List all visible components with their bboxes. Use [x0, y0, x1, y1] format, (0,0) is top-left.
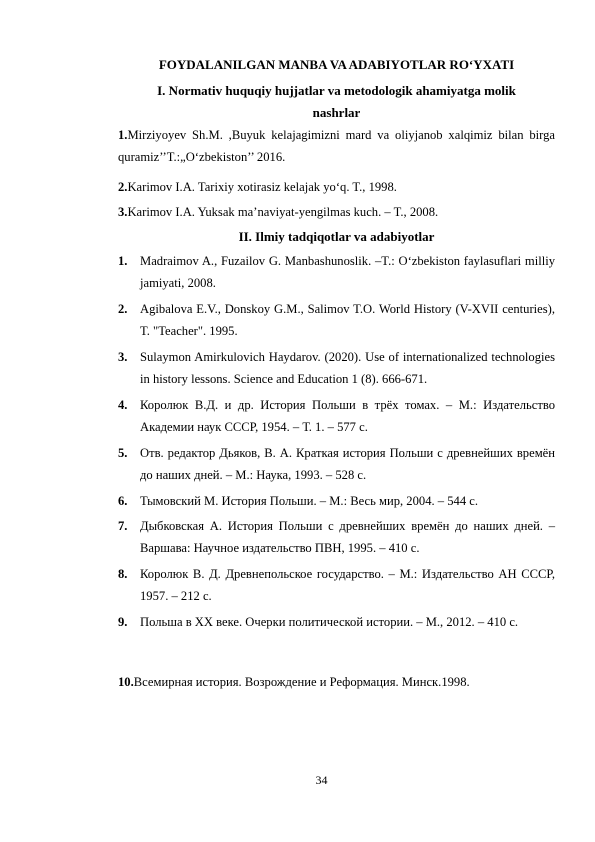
reference-item [118, 346, 555, 390]
reference-number: 1. [118, 254, 128, 268]
reference-item [118, 563, 555, 607]
reference-number: 3. [118, 205, 128, 219]
reference-text: Karimov I.A. Tarixiy xotirasiz kelajak yo‘q. T., 1998. [127, 180, 397, 194]
reference-text: Отв. редактор Дьяков, В. А. Краткая история Польши с древнейших времён до наших дней. – М.: Наука, 1993. – 528 с. [140, 446, 555, 482]
reference-text: Mirziyoyev Sh.M. ,Buyuk kelajagimizni mard va oliyjanob xalqimiz bilan birga quramiz’’T.:„O‘zbekiston’’ 2016. [118, 128, 555, 164]
page-number: 34 [315, 773, 328, 787]
reference-number: 2. [118, 180, 128, 194]
reference-number: 9. [118, 615, 128, 629]
reference-item [118, 298, 555, 342]
reference-item [118, 442, 555, 486]
reference-number: 6. [118, 494, 128, 508]
reference-text: Дыбковская А. История Польши с древнейших времён до наших дней. – Варшава: Научное издательство ПВН, 1995. – 410 с. [140, 519, 555, 555]
reference-text: Madraimov A., Fuzailov G. Manbashunoslik. –T.: O‘zbekiston faylasuflari milliy jamiyati, 2008. [140, 254, 555, 290]
page-title: FOYDALANILGAN MANBA VA ADABIYOTLAR RO‘YXATI [158, 57, 515, 72]
reference-item [118, 250, 555, 294]
reference-number: 5. [118, 446, 128, 460]
reference-item [118, 611, 555, 633]
section-heading-normative-line1: I. Normativ huquqiy hujjatlar va metodologik ahamiyatga molik [157, 83, 516, 98]
reference-text: Agibalova E.V., Donskoy G.M., Salimov T.O. World History (V-XVII centuries), T. "Teacher". 1995. [140, 302, 555, 338]
reference-text: Всемирная история. Возрождение и Реформация. Минск.1998. [133, 675, 470, 689]
section-heading-normative [118, 80, 555, 124]
reference-item [118, 124, 555, 168]
reference-number: 10. [118, 675, 134, 689]
reference-item [118, 515, 555, 559]
section-heading-normative-line2: nashrlar [312, 105, 361, 120]
reference-number: 3. [118, 350, 128, 364]
reference-item [118, 176, 555, 198]
reference-number: 8. [118, 567, 128, 581]
reference-item [118, 671, 555, 693]
reference-text: Королюк В. Д. Древнепольское государство. – М.: Издательство АН СССР, 1957. – 212 с. [140, 567, 555, 603]
reference-text: Королюк В.Д. и др. История Польши в трёх томах. – М.: Издательство Академии наук СССР, 1954. – Т. 1. – 577 с. [140, 398, 555, 434]
section-heading-research: II. Ilmiy tadqiqotlar va adabiyotlar [238, 229, 435, 244]
reference-number: 1. [118, 128, 128, 142]
reference-text: Польша в XX веке. Очерки политической истории. – М., 2012. – 410 с. [140, 615, 519, 629]
reference-number: 4. [118, 398, 128, 412]
reference-text: Sulaymon Amirkulovich Haydarov. (2020). Use of internationalized technologies in history lessons. Science and Education 1 (8). 666-671. [140, 350, 555, 386]
reference-number: 7. [118, 519, 128, 533]
reference-text: Karimov I.A. Yuksak ma’naviyat-yengilmas kuch. – T., 2008. [127, 205, 439, 219]
reference-text: Тымовский М. История Польши. – М.: Весь мир, 2004. – 544 с. [140, 494, 479, 508]
reference-item [118, 490, 555, 512]
reference-number: 2. [118, 302, 128, 316]
reference-item [118, 394, 555, 438]
reference-item [118, 201, 555, 223]
